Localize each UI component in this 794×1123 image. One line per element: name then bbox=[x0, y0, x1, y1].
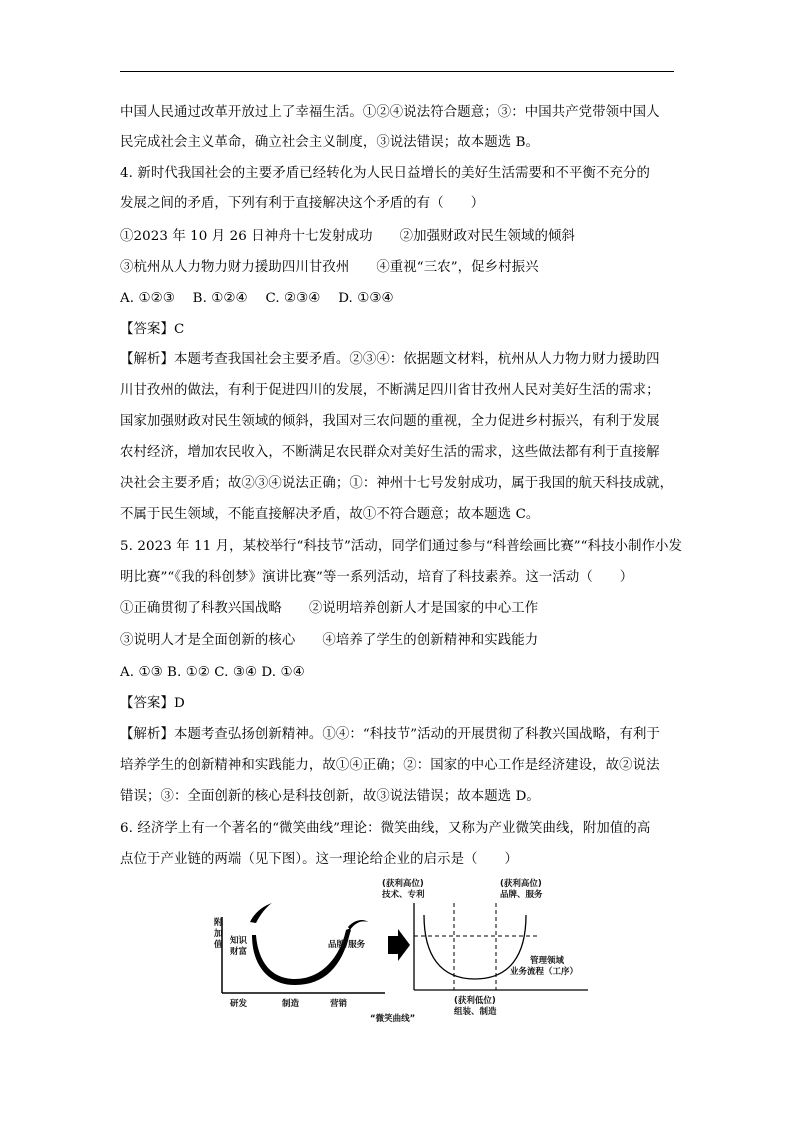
x-label-rd: 研发 bbox=[230, 999, 248, 1009]
question-5-choices: A. ①③ B. ①② C. ③④ D. ①④ bbox=[120, 665, 305, 680]
y-axis-label-1: 附 bbox=[214, 918, 223, 928]
text-line: 发展之间的矛盾，下列有利于直接解决这个矛盾的有（ ） bbox=[120, 196, 485, 211]
analysis-text: 【解析】本题考查我国社会主要矛盾。②③④：依据题文材料，杭州从人力物力财力援助四 bbox=[120, 352, 660, 367]
x-label-manufacture: 制造 bbox=[282, 999, 300, 1009]
analysis-text: 农村经济，增加农民收入，不断满足农民群众对美好生活的需求，这些做法都有利于直接解 bbox=[120, 445, 660, 460]
text-line: 中国人民通过改革开放过上了幸福生活。①②④说法符合题意；③：中国共产党带领中国人 bbox=[120, 105, 660, 120]
analysis-text: 决社会主要矛盾；故②③④说法正确；①：神州十七号发射成功，属于我国的航天科技成就， bbox=[120, 476, 674, 491]
answer-label: 【答案】D bbox=[120, 696, 185, 711]
y-axis-label-2: 加 bbox=[214, 929, 223, 939]
analysis-text: 川甘孜州的做法，有利于促进四川的发展，不断满足四川省甘孜州人民对美好生活的需求； bbox=[120, 383, 660, 398]
left-smile-diagram bbox=[213, 903, 415, 1024]
top-left-high-label: (获利高位) bbox=[382, 879, 424, 889]
bottom-low-label: (获利低位) bbox=[454, 996, 496, 1006]
question-4-stem: 4. 新时代我国社会的主要矛盾已经转化为人民日益增长的美好生活需要和不平衡不充分的 bbox=[120, 166, 650, 181]
business-process-label: 业务流程（工序） bbox=[510, 967, 579, 977]
header-rule bbox=[120, 71, 674, 72]
question-5-options: ①正确贯彻了科教兴国战略 ②说明培养创新人才是国家的中心工作 bbox=[120, 601, 539, 616]
analysis-text: 错误；③：全面创新的核心是科技创新，故③说法错误；故本题选 D。 bbox=[120, 789, 540, 804]
analysis-text: 【解析】本题考查弘扬创新精神。①④：“科技节”活动的开展贯彻了科教兴国战略，有利于 bbox=[120, 727, 661, 742]
question-5-options: ③说明人才是全面创新的核心 ④培养了学生的创新精神和实践能力 bbox=[120, 633, 539, 648]
smile-curve-brush bbox=[252, 929, 351, 985]
smile-curve-caption: “微笑曲线” bbox=[370, 1014, 416, 1024]
question-6-stem: 6. 经济学上有一个著名的“微笑曲线”理论：微笑曲线，又称为产业微笑曲线，附加值的高 bbox=[120, 821, 651, 836]
knowledge-label: 知识 bbox=[230, 936, 248, 946]
wealth-label: 财富 bbox=[230, 947, 248, 957]
text-line: 明比赛”“《我的科创梦》演讲比赛”等一系列活动，培育了科技素养。这一活动（ ） bbox=[120, 570, 634, 585]
top-right-brand-label: 品牌、服务 bbox=[500, 890, 543, 900]
question-4-options: ③杭州从人力物力财力援助四川甘孜州 ④重视“三农”，促乡村振兴 bbox=[120, 260, 539, 275]
y-axis-label-3: 值 bbox=[214, 940, 223, 950]
brand-service-label: 品牌/服务 bbox=[328, 940, 366, 950]
smile-curve-figure bbox=[200, 875, 590, 1025]
top-left-tech-label: 技术、专利 bbox=[382, 890, 425, 900]
right-smile-diagram bbox=[381, 878, 588, 1017]
management-label: 管理领域 bbox=[530, 956, 565, 966]
bottom-assembly-label: 组装、制造 bbox=[454, 1007, 497, 1017]
x-label-marketing: 营销 bbox=[330, 999, 348, 1009]
text-line: 点位于产业链的两端（见下图）。这一理论给企业的启示是（ ） bbox=[120, 852, 519, 867]
top-right-high-label: (获利高位) bbox=[500, 879, 542, 889]
answer-label: 【答案】C bbox=[120, 322, 185, 337]
text-line: 民完成社会主义革命，确立社会主义制度，③说法错误；故本题选 B。 bbox=[120, 135, 540, 150]
analysis-text: 不属于民生领域，不能直接解决矛盾，故①不符合题意；故本题选 C。 bbox=[120, 507, 540, 522]
question-4-choices: A. ①②③ B. ①②④ C. ②③④ D. ①③④ bbox=[120, 291, 394, 306]
brush-stroke-right bbox=[348, 920, 368, 930]
question-4-options: ①2023 年 10 月 26 日神舟十七发射成功 ②加强财政对民生领域的倾斜 bbox=[120, 229, 575, 244]
analysis-text: 国家加强财政对民生领域的倾斜，我国对三农问题的重视，全力促进乡村振兴，有利于发展 bbox=[120, 414, 660, 429]
question-5-stem: 5. 2023 年 11 月，某校举行“科技节”活动，同学们通过参与“科普绘画比赛”“科技小制作小发 bbox=[120, 539, 683, 554]
analysis-text: 培养学生的创新精神和实践能力，故①④正确；②：国家的中心工作是经济建设，故②说法 bbox=[120, 758, 660, 773]
right-arrow-icon bbox=[388, 929, 410, 961]
brush-stroke-left bbox=[250, 903, 272, 923]
